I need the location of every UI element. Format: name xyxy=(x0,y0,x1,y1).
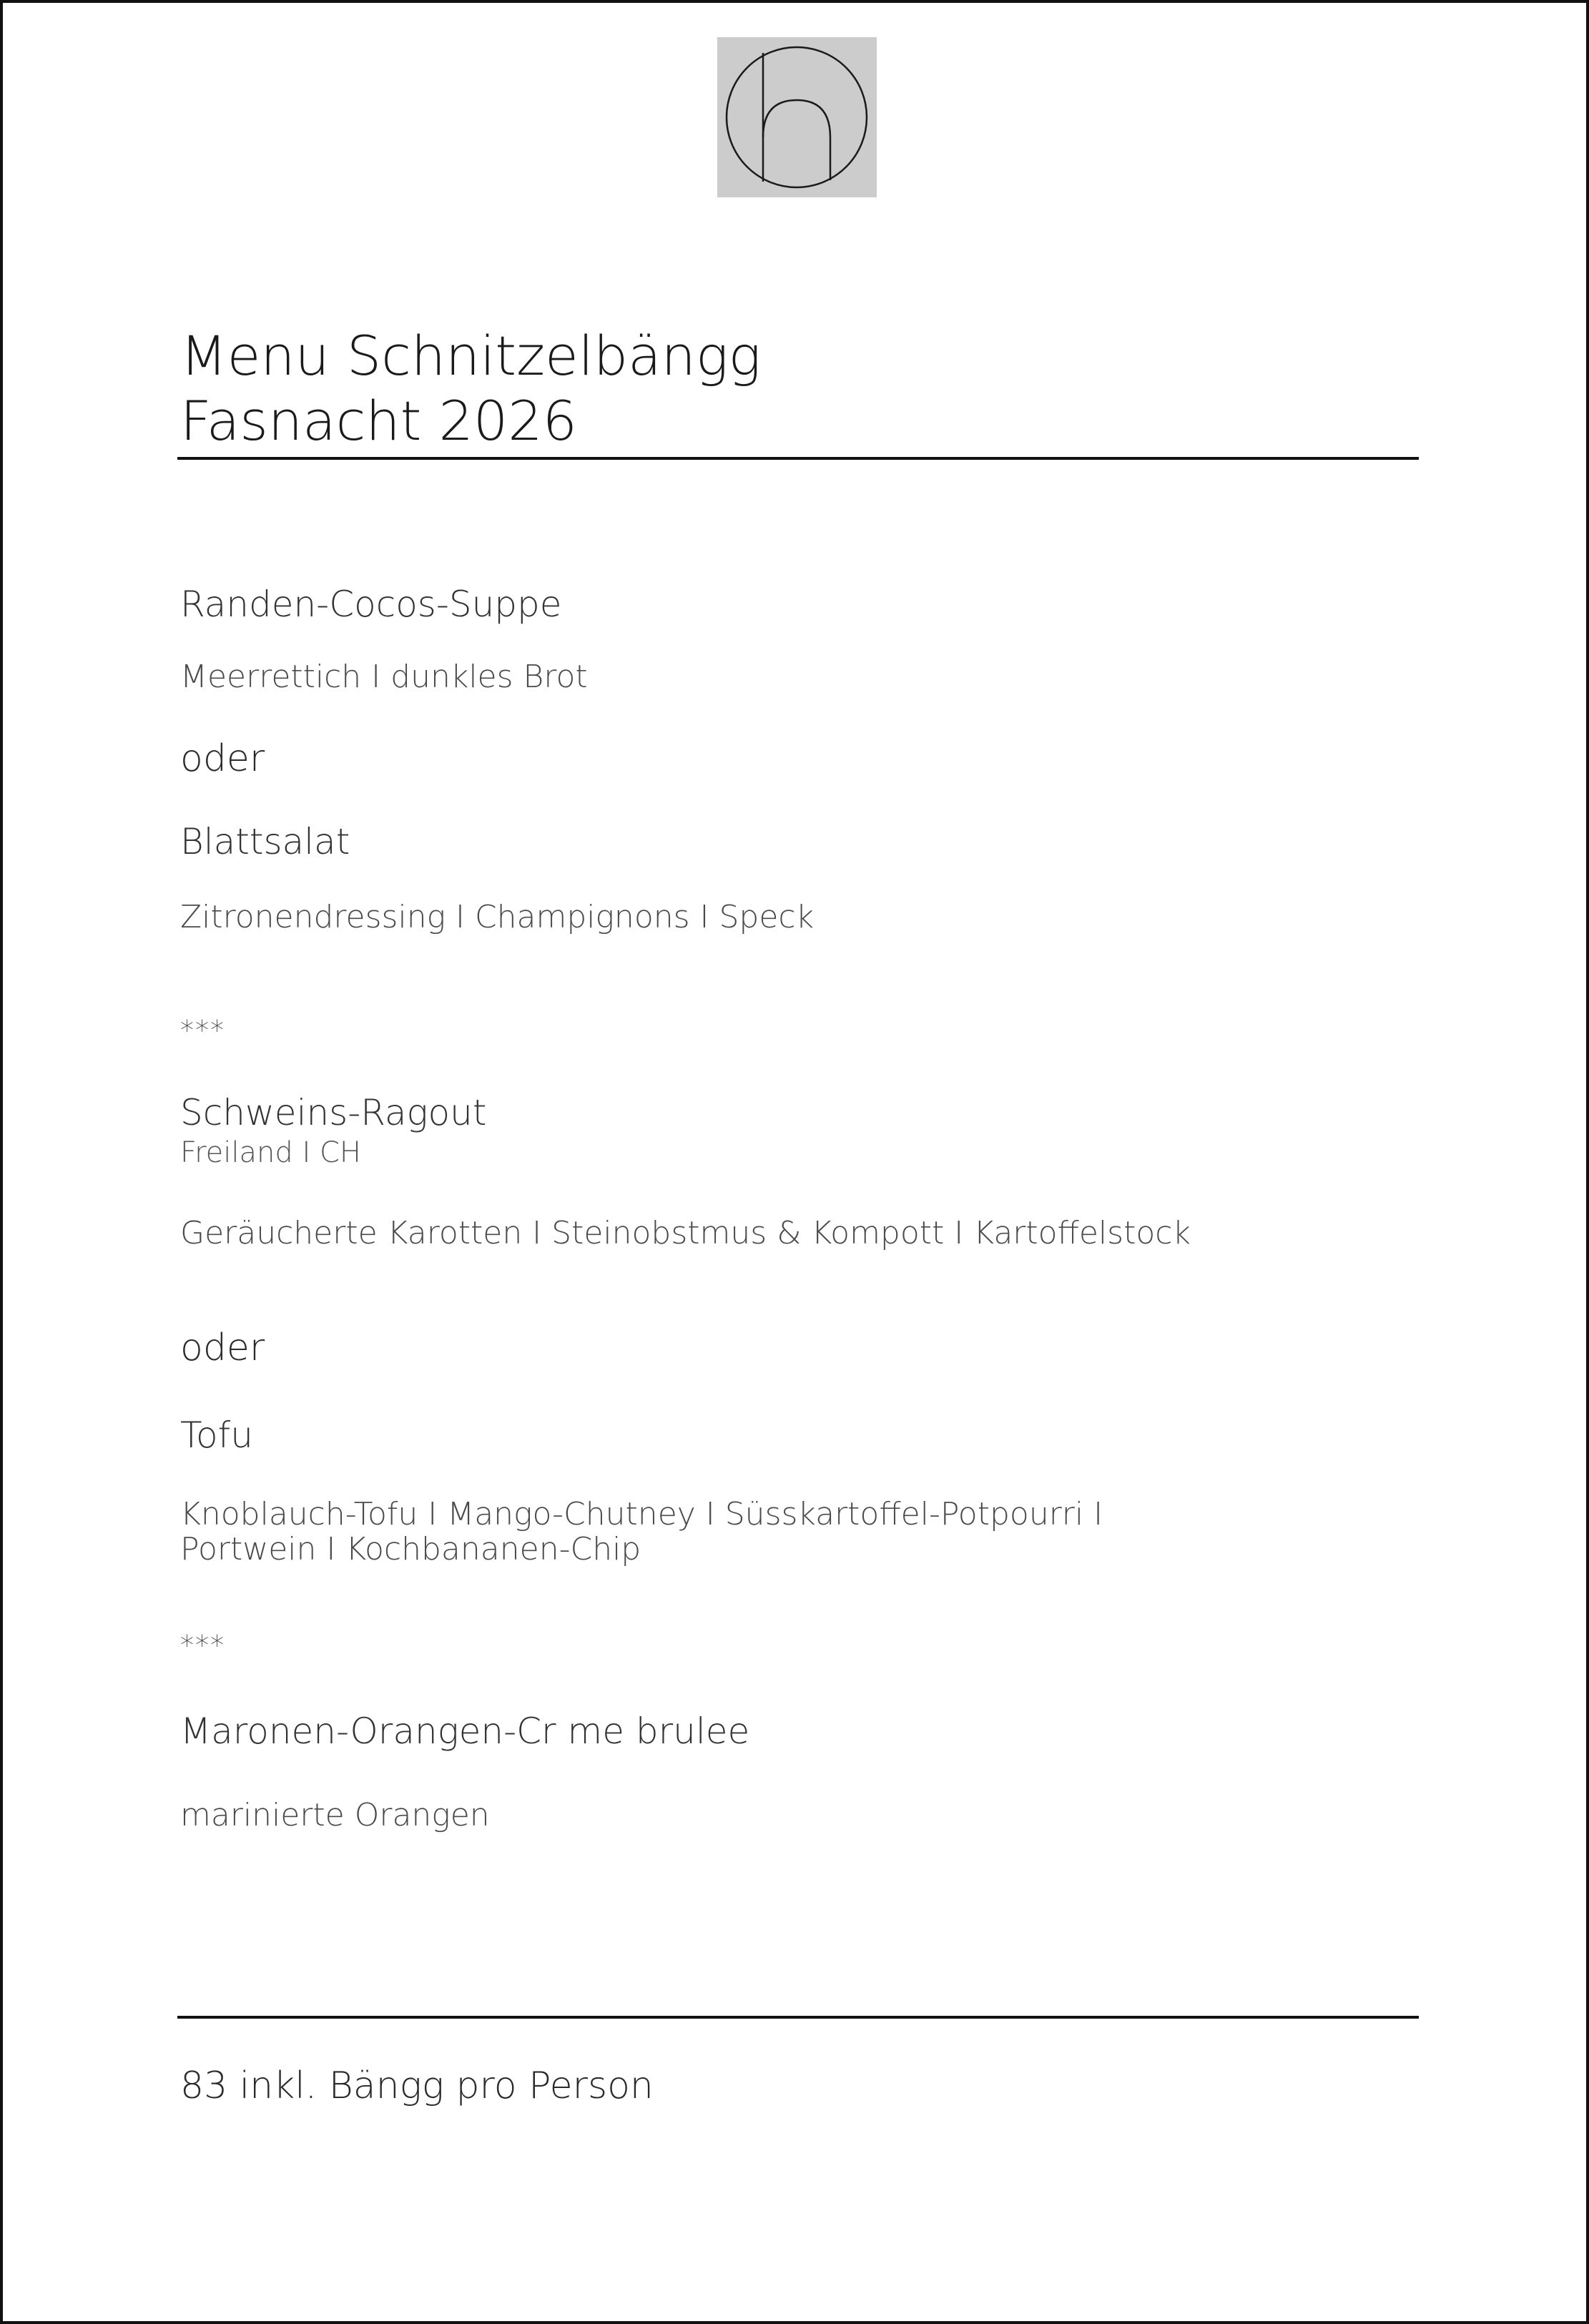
dessert-name: Maronen-Orangen-Cr me brulee xyxy=(180,1710,750,1752)
starter-2-description: Zitronendressing I Champignons I Speck xyxy=(180,899,815,935)
course-separator-2: *** xyxy=(180,1630,225,1661)
top-divider xyxy=(177,457,1419,460)
restaurant-logo xyxy=(717,37,877,197)
starter-2-name: Blattsalat xyxy=(180,821,350,862)
main-1-origin: Freiland I CH xyxy=(180,1136,361,1169)
main-2-description-line-2: Portwein I Kochbananen-Chip xyxy=(180,1531,641,1567)
course-separator-1: *** xyxy=(180,1015,225,1046)
menu-subtitle: Fasnacht 2026 xyxy=(180,389,577,453)
bottom-divider xyxy=(177,2016,1419,2019)
main-1-description: Geräucherte Karotten I Steinobstmus & Kompott I Kartoffelstock xyxy=(180,1215,1191,1251)
dessert-description: marinierte Orangen xyxy=(180,1797,490,1833)
starter-1-description: Meerrettich I dunkles Brot xyxy=(180,659,588,695)
main-2-name: Tofu xyxy=(180,1414,253,1456)
main-1-name: Schweins-Ragout xyxy=(180,1092,487,1133)
price-line: 83 inkl. Bängg pro Person xyxy=(180,2064,654,2107)
or-label-2: oder xyxy=(180,1326,265,1369)
or-label-1: oder xyxy=(180,737,265,780)
menu-title: Menu Schnitzelbängg xyxy=(180,324,762,388)
main-2-description-line-1: Knoblauch-Tofu I Mango-Chutney I Süsskartoffel-Potpourri I xyxy=(180,1496,1103,1532)
starter-1-name: Randen-Cocos-Suppe xyxy=(180,584,562,625)
